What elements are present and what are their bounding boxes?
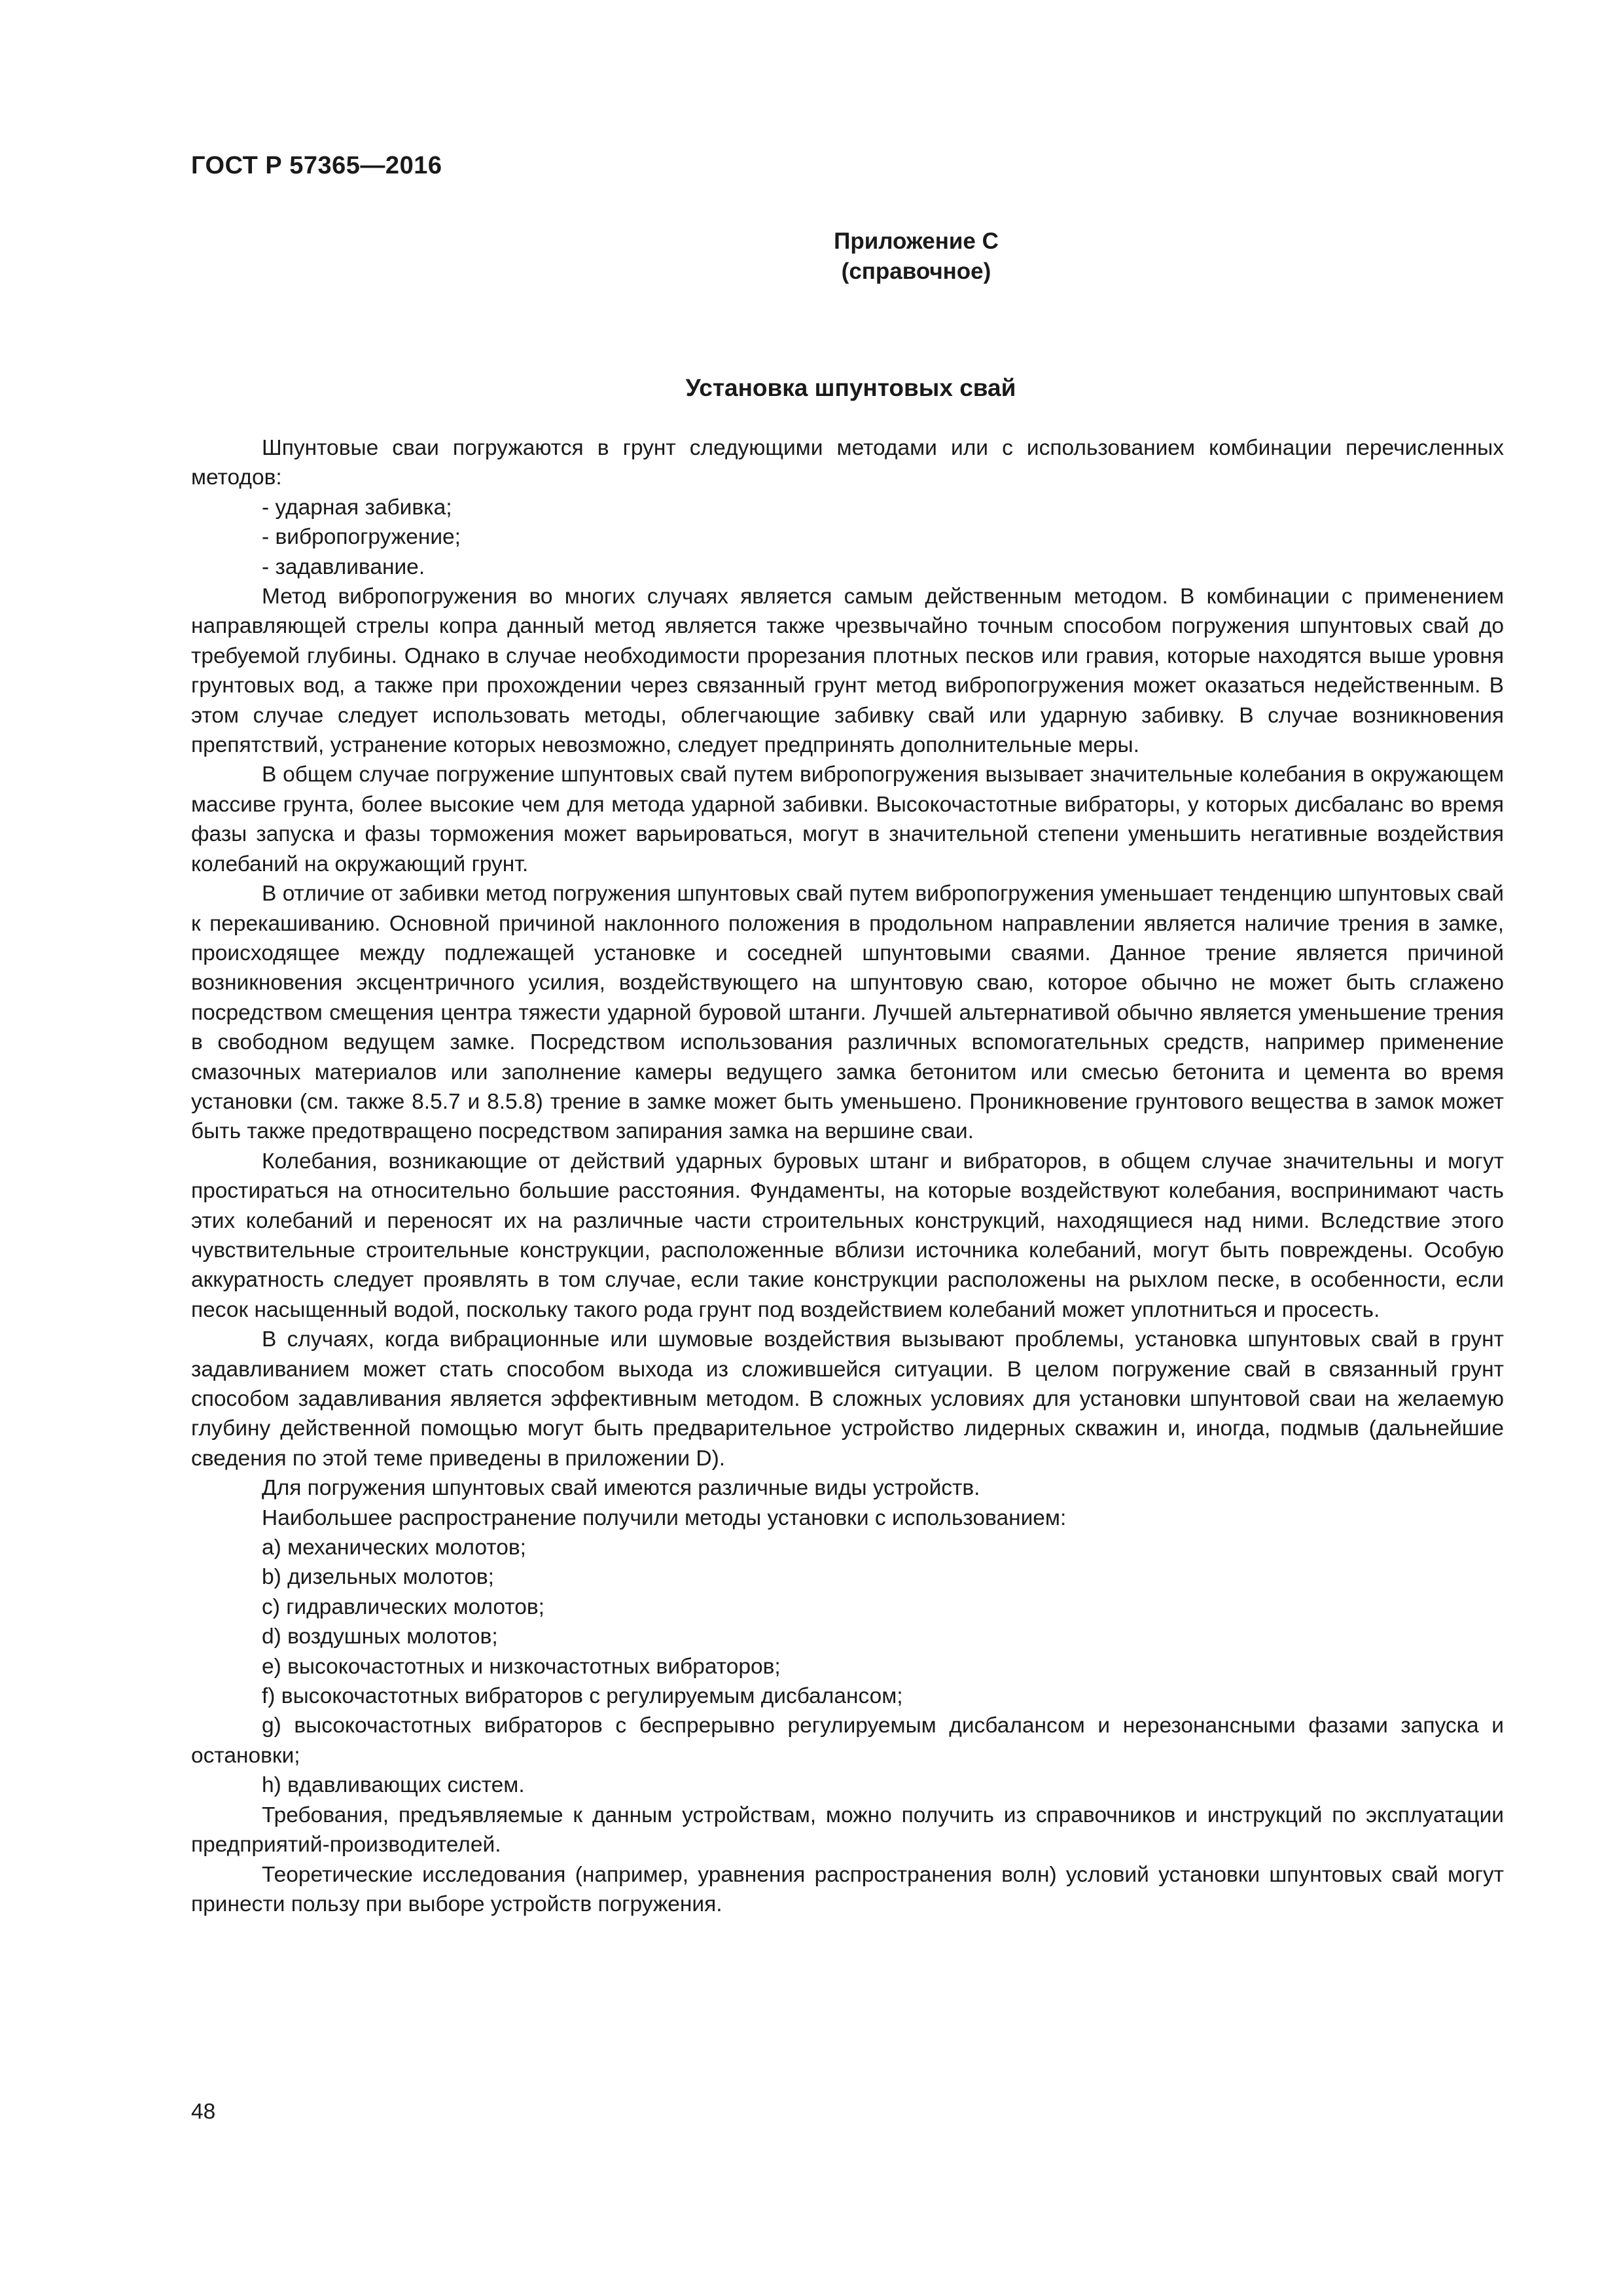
appendix-kind: (справочное) [841,259,991,284]
list-item-e: e) высокочастотных и низкочастотных вибраторов; [262,1654,781,1679]
page-number: 48 [191,2100,216,2124]
paragraph-device-types: Для погружения шпунтовых свай имеются различные виды устройств. [262,1476,980,1501]
paragraph-vibration-effects: В общем случае погружение шпунтовых свай путем вибропогружения вызывает значительные колебания в окружающем массиве грунта, более высокие чем для метода ударной забивки. Высокочастотные вибраторы, у которых дисбаланс во время фазы запуска и фазы торможения может варьироваться, могут в значительной степени уменьшить негативные воздействия колебаний на окружающий грунт. [191,762,1504,876]
paragraph-intro: Шпунтовые сваи погружаются в грунт следующими методами или с использованием комбинации перечисленных методов: [191,436,1504,490]
body-text [191,433,1504,1919]
list-item-impact-driving: - ударная забивка; [262,495,452,520]
paragraph-common-methods: Наибольшее распространение получили методы установки с использованием: [262,1505,1067,1530]
list-item-d: d) воздушных молотов; [262,1624,498,1649]
list-item-c: c) гидравлических молотов; [262,1594,544,1619]
paragraph-vibro-method: Метод вибропогружения во многих случаях является самым действенным методом. В комбинации с применением направляющей стрелы копра данный метод является также чрезвычайно точным способом погружения шпунтовых свай до требуемой глубины. Однако в случае необходимости прорезания плотных песков или гравия, которые находятся выше уровня грунтовых вод, а также при прохождении через связанный грунт метод вибропогружения может оказаться недейственным. В этом случае следует использовать методы, облегчающие забивку свай или ударную забивку. В случае возникновения препятствий, устранение которых невозможно, следует предпринять дополнительные меры. [191,584,1504,758]
list-item-h: h) вдавливающих систем. [262,1773,525,1798]
list-item-g: g) высокочастотных вибраторов с беспрерывно регулируемым дисбалансом и нерезонансными фазами запуска и остановки; [191,1713,1504,1768]
paragraph-tilting: В отличие от забивки метод погружения шпунтовых свай путем вибропогружения уменьшает тенденцию шпунтовых свай к перекашиванию. Основной причиной наклонного положения в продольном направлении является наличие трения в замке, происходящее между подлежащей установке и соседней шпунтовыми сваями. Данное трение является причиной возникновения эксцентричного усилия, воздействующего на шпунтовую сваю, которое обычно не может быть сглажено посредством смещения центра тяжести ударной буровой штанги. Лучшей альтернативой обычно является уменьшение трения в свободном ведущем замке. Посредством использования различных вспомогательных средств, например применение смазочных материалов или заполнение камеры ведущего замка бетонитом или смесью бетонита и цемента во время установки (см. также 8.5.7 и 8.5.8) трение в замке может быть уменьшено. Проникновение грунтового вещества в замок может быть также предотвращено посредством запирания замка на вершине сваи. [191,882,1504,1144]
list-item-b: b) дизельных молотов; [262,1565,494,1590]
appendix-heading [654,226,1178,287]
list-item-a: a) механических молотов; [262,1535,526,1560]
list-item-vibro-driving: - вибропогружение; [262,525,461,550]
paragraph-oscillations: Колебания, возникающие от действий ударных буровых штанг и вибраторов, в общем случае значительны и могут простираться на относительно большие расстояния. Фундаменты, на которые воздействуют колебания, воспринимают часть этих колебаний и переносят их на различные части строительных конструкций, находящиеся над ними. Вследствие этого чувствительные строительные конструкции, расположенные вблизи источника колебаний, могут быть повреждены. Особую аккуратность следует проявлять в том случае, если такие конструкции расположены на рыхлом песке, в особенности, если песок насыщенный водой, поскольку такого рода грунт под воздействием колебаний может уплотниться и просесть. [191,1149,1504,1322]
list-item-f: f) высокочастотных вибраторов с регулируемым дисбалансом; [262,1684,903,1709]
document-code-header: ГОСТ Р 57365—2016 [191,152,442,179]
paragraph-pressing-method: В случаях, когда вибрационные или шумовые воздействия вызывают проблемы, установка шпунтовых свай в грунт задавливанием может стать способом выхода из сложившейся ситуации. В целом погружение свай в связанный грунт способом задавливания является эффективным методом. В сложных условиях для установки шпунтовой сваи на желаемую глубину действенной помощью могут быть предварительное устройство лидерных скважин и, иногда, подмыв (дальнейшие сведения по этой теме приведены в приложении D). [191,1327,1504,1471]
appendix-label: Приложение С [834,228,999,254]
paragraph-requirements: Требования, предъявляемые к данным устройствам, можно получить из справочников и инструкций по эксплуатации предприятий-производителей. [191,1803,1504,1857]
section-title: Установка шпунтовых свай [685,374,1016,401]
paragraph-theoretical-studies: Теоретические исследования (например, уравнения распространения волн) условий установки шпунтовых свай могут принести пользу при выборе устройств погружения. [191,1862,1504,1916]
list-item-pressing: - задавливание. [262,554,425,579]
